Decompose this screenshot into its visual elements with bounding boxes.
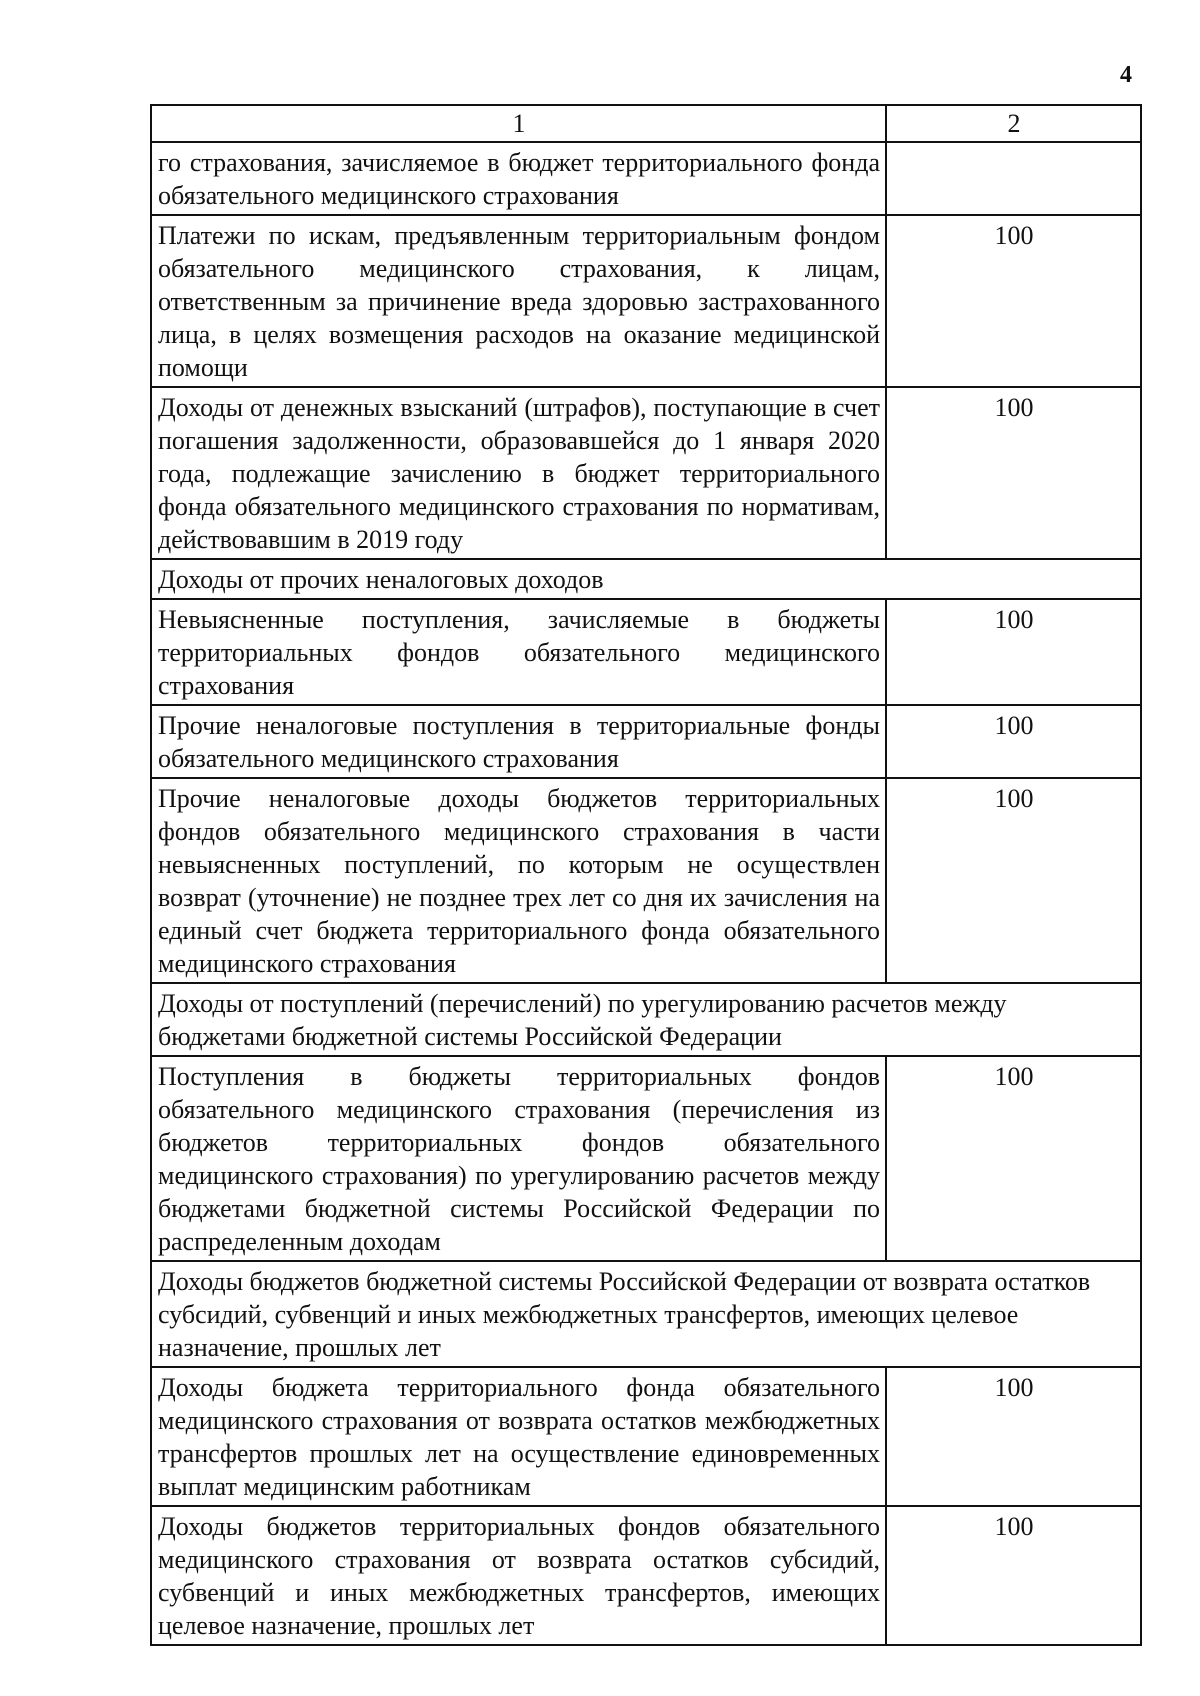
table-row <box>151 1056 1141 1261</box>
row-value: 100 <box>886 705 1141 778</box>
table-row <box>151 215 1141 387</box>
row-description: Доходы бюджета территориального фонда обязательного медицинского страхования от возврата остатков межбюджетных трансфертов прошлых лет на осуществление единовременных выплат медицинским работникам <box>151 1367 886 1506</box>
row-description: Прочие неналоговые поступления в территориальные фонды обязательного медицинского страхования <box>151 705 886 778</box>
row-value: 100 <box>886 215 1141 387</box>
row-value: 100 <box>886 1506 1141 1645</box>
row-description: Доходы бюджетов территориальных фондов обязательного медицинского страхования от возврата остатков субсидий, субвенций и иных межбюджетных трансфертов, имеющих целевое назначение, прошлых лет <box>151 1506 886 1645</box>
row-description: Платежи по искам, предъявленным территориальным фондом обязательного медицинского страхования, к лицам, ответственным за причинение вреда здоровью застрахованного лица, в целях возмещения расходов на оказание медицинской помощи <box>151 215 886 387</box>
section-row <box>151 1261 1141 1367</box>
row-description: Прочие неналоговые доходы бюджетов территориальных фондов обязательного медицинского страхования в части невыясненных поступлений, по которым не осуществлен возврат (уточнение) не позднее трех лет со дня их зачисления на единый счет бюджета территориального фонда обязательного медицинского страхования <box>151 778 886 983</box>
table-row <box>151 387 1141 559</box>
table-header-row <box>151 105 1141 142</box>
table-row <box>151 599 1141 705</box>
row-value: 100 <box>886 599 1141 705</box>
row-description: го страхования, зачисляемое в бюджет территориального фонда обязательного медицинского страхования <box>151 142 886 215</box>
table-row <box>151 705 1141 778</box>
section-heading: Доходы бюджетов бюджетной системы Российской Федерации от возврата остатков субсидий, субвенций и иных межбюджетных трансфертов, имеющих целевое назначение, прошлых лет <box>151 1261 1141 1367</box>
row-value: 100 <box>886 778 1141 983</box>
row-description: Поступления в бюджеты территориальных фондов обязательного медицинского страхования (перечисления из бюджетов территориальных фондов обязательного медицинского страхования) по урегулированию расчетов между бюджетами бюджетной системы Российской Федерации по распределенным доходам <box>151 1056 886 1261</box>
section-heading: Доходы от поступлений (перечислений) по урегулированию расчетов между бюджетами бюджетной системы Российской Федерации <box>151 983 1141 1056</box>
row-value: 100 <box>886 387 1141 559</box>
column-header-1: 1 <box>151 105 886 142</box>
row-description: Невыясненные поступления, зачисляемые в бюджеты территориальных фондов обязательного медицинского страхования <box>151 599 886 705</box>
section-row <box>151 559 1141 599</box>
section-row <box>151 983 1141 1056</box>
row-value: 100 <box>886 1056 1141 1261</box>
row-value <box>886 142 1141 215</box>
column-header-2: 2 <box>886 105 1141 142</box>
table-row <box>151 1367 1141 1506</box>
section-heading: Доходы от прочих неналоговых доходов <box>151 559 1141 599</box>
table-row <box>151 1506 1141 1645</box>
page-number: 4 <box>1120 62 1132 88</box>
row-value: 100 <box>886 1367 1141 1506</box>
row-description: Доходы от денежных взысканий (штрафов), поступающие в счет погашения задолженности, образовавшейся до 1 января 2020 года, подлежащие зачислению в бюджет территориального фонда обязательного медицинского страхования по нормативам, действовавшим в 2019 году <box>151 387 886 559</box>
income-table <box>150 104 1142 1646</box>
table-row <box>151 142 1141 215</box>
table-row <box>151 778 1141 983</box>
